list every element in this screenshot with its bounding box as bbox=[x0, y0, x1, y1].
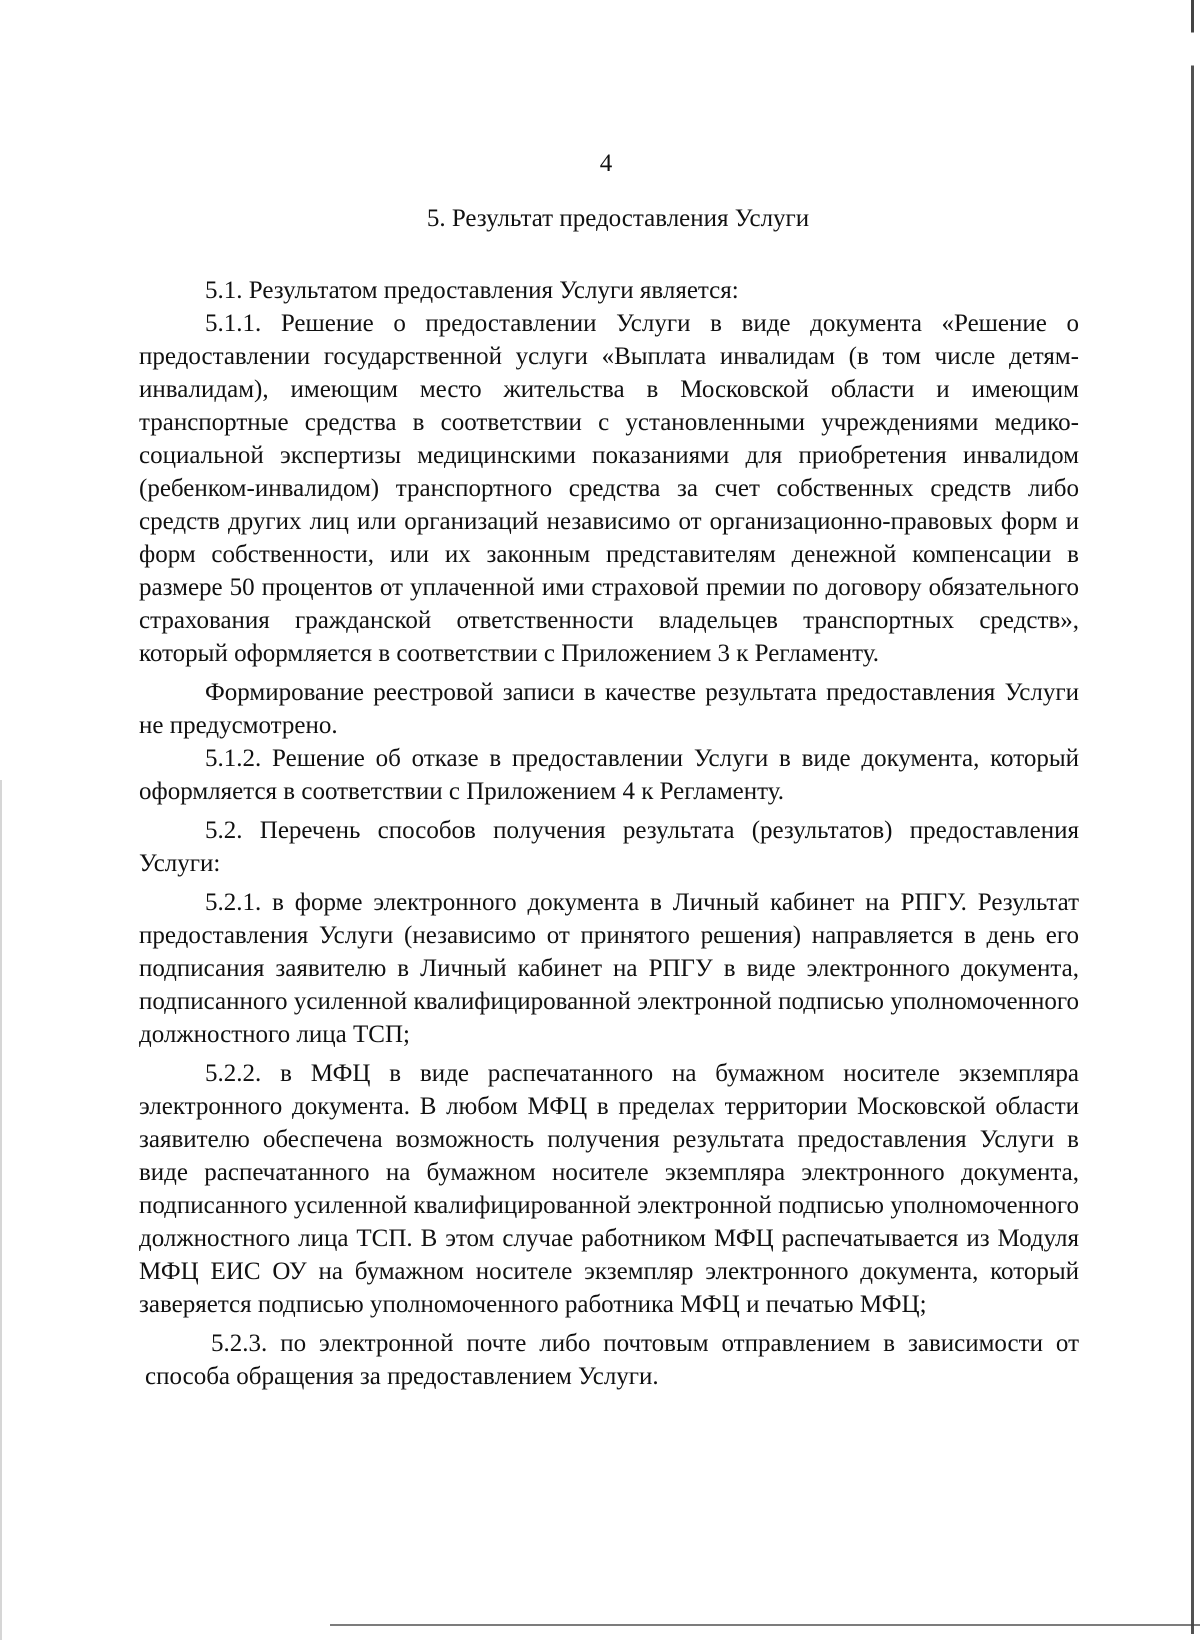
paragraph-5-2-2: 5.2.2. в МФЦ в виде распечатанного на бумажном носителе экземпляра электронного документа. В любом МФЦ в пределах территории Московской области заявителю обеспечена возможность получения результата предоставления Услуги в виде распечатанного на бумажном носителе экземпляра электронного документа, подписанного усиленной квалифицированной электронной подписью уполномоченного должностного лица ТСП. В этом случае работником МФЦ распечатывается из Модуля МФЦ ЕИС ОУ на бумажном носителе экземпляр электронного документа, который заверяется подписью уполномоченного работника МФЦ и печатью МФЦ; bbox=[139, 1060, 1079, 1318]
paragraph-registry-note: Формирование реестровой записи в качестве результата предоставления Услуги не предусмотрено. bbox=[139, 679, 1079, 739]
paragraph-5-1-2: 5.1.2. Решение об отказе в предоставлении Услуги в виде документа, который оформляется в соответствии с Приложением 4 к Регламенту. bbox=[139, 745, 1079, 805]
paragraph-5-2: 5.2. Перечень способов получения результата (результатов) предоставления Услуги: bbox=[139, 817, 1079, 877]
paragraph-5-2-1: 5.2.1. в форме электронного документа в Личный кабинет на РПГУ. Результат предоставления Услуги (независимо от принятого решения) направляется в день его подписания заявителю в Личный кабинет на РПГУ в виде электронного документа, подписанного усиленной квалифицированной электронной подписью уполномоченного должностного лица ТСП; bbox=[139, 889, 1079, 1048]
paragraph-5-2-3: 5.2.3. по электронной почте либо почтовым отправлением в зависимости от способа обращения за предоставлением Услуги. bbox=[145, 1330, 1079, 1390]
section-title: 5. Результат предоставления Услуги bbox=[426, 205, 810, 232]
scan-edge-left bbox=[0, 780, 2, 1640]
paragraph-5-1-1: 5.1.1. Решение о предоставлении Услуги в виде документа «Решение о предоставлении государственной услуги «Выплата инвалидам (в том числе детям-инвалидам), имеющим место жительства в Московской области и имеющим транспортные средства в соответствии с установленными учреждениями медико-социальной экспертизы медицинскими показаниями для приобретения инвалидом (ребенком-инвалидом) транспортного средства за счет собственных средств либо средств других лиц или организаций независимо от организационно-правовых форм и форм собственности, или их законным представителям денежной компенсации в размере 50 процентов от уплаченной ими страховой премии по договору обязательного страхования гражданской ответственности владельцев транспортных средств», который оформляется в соответствии с Приложением 3 к Регламенту. bbox=[139, 310, 1079, 667]
page-number: 4 bbox=[599, 150, 613, 177]
scan-edge-bottom bbox=[330, 1624, 1200, 1626]
scan-edge-right bbox=[1191, 0, 1194, 1634]
document-body bbox=[139, 274, 1079, 1393]
paragraph-5-1: 5.1. Результатом предоставления Услуги является: bbox=[205, 277, 739, 304]
